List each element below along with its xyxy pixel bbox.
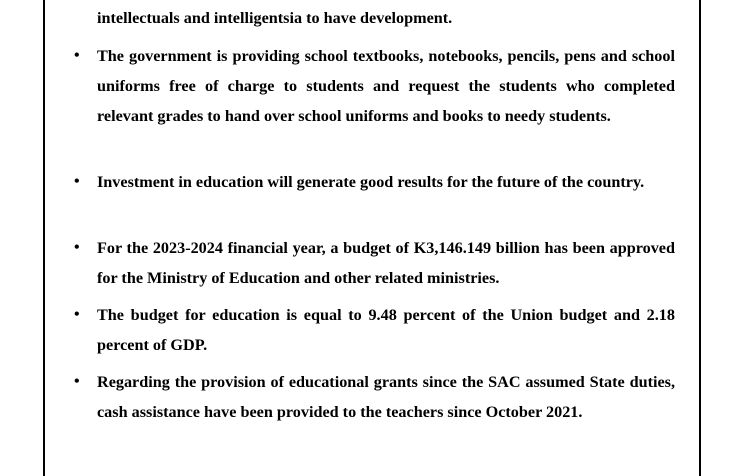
bullet-text-3: For the 2023-2024 financial year, a budget of K3,146.149 billion has been approved for the Ministry of Education and other related ministries. xyxy=(97,239,675,287)
bullet-marker: • xyxy=(74,47,80,64)
continuation-text: intellectuals and intelligentsia to have development. xyxy=(97,9,453,27)
bullet-marker: • xyxy=(74,239,80,256)
bullet-marker: • xyxy=(74,373,80,390)
bullet-text-5: Regarding the provision of educational grants since the SAC assumed State duties, cash assistance have been provided to the teachers since October 2021. xyxy=(97,373,675,421)
bullet-text-2: Investment in education will generate good results for the future of the country. xyxy=(97,173,645,191)
bullet-text-4: The budget for education is equal to 9.48 percent of the Union budget and 2.18 percent of GDP. xyxy=(97,306,675,354)
bullet-marker: • xyxy=(74,306,80,323)
bullet-text-1: The government is providing school textbooks, notebooks, pencils, pens and school uniforms free of charge to students and request the students who completed relevant grades to hand over school uniforms and books to needy students. xyxy=(97,47,675,125)
bullet-marker: • xyxy=(74,173,80,190)
